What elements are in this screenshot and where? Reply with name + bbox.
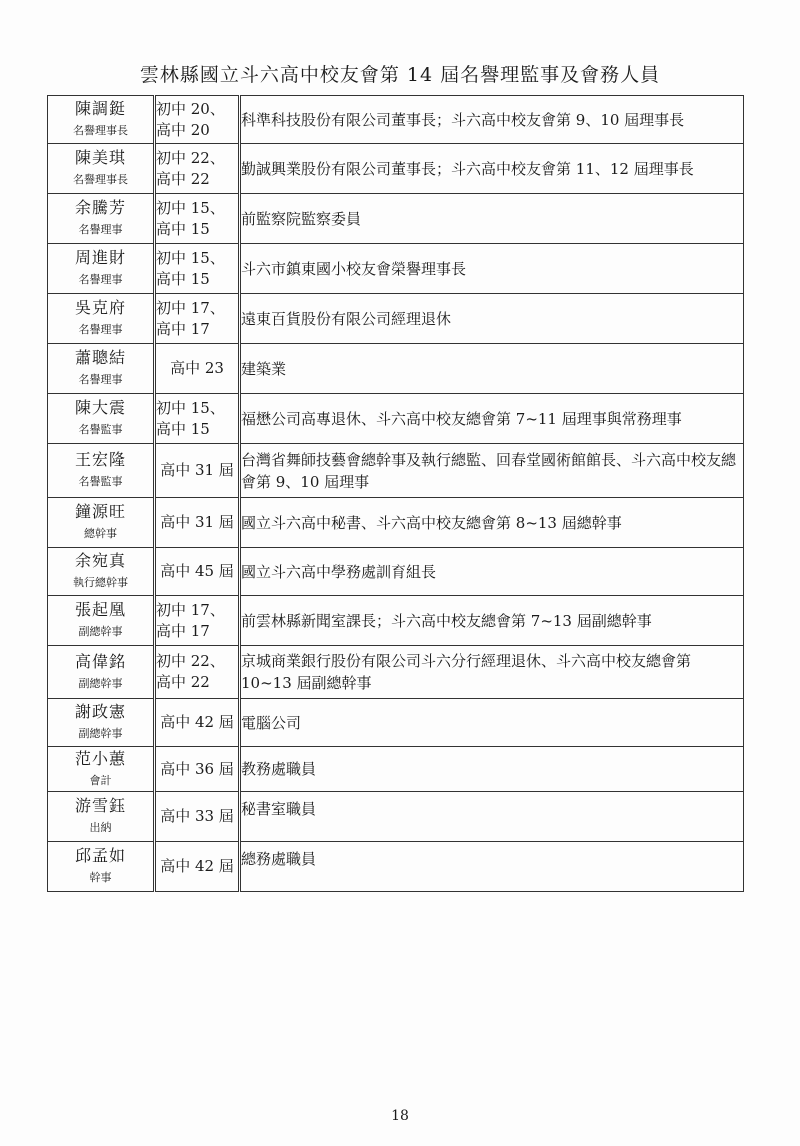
table-row (48, 842, 744, 892)
member-class: 高中 45 屆 (155, 548, 240, 596)
member-cell (48, 498, 155, 548)
member-role: 執行總幹事 (73, 576, 128, 589)
member-class: 初中 22、 高中 22 (155, 646, 240, 699)
member-cell (48, 792, 155, 842)
member-cell (48, 394, 155, 444)
member-cell (48, 244, 155, 294)
member-class: 高中 31 屆 (155, 444, 240, 498)
member-name: 陳調鋌 (74, 99, 126, 118)
table-row (48, 294, 744, 344)
member-description: 國立斗六高中秘書、斗六高中校友總會第 8~13 屆總幹事 (240, 498, 744, 548)
member-class: 高中 36 屆 (155, 747, 240, 792)
member-name: 范小蕙 (74, 748, 126, 768)
member-description: 前雲林縣新聞室課長；斗六高中校友總會第 7~13 屆副總幹事 (240, 596, 744, 646)
page-number: 18 (391, 1108, 409, 1124)
table-row (48, 144, 744, 194)
member-description: 電腦公司 (240, 699, 744, 747)
member-role: 總幹事 (84, 527, 117, 540)
member-name: 蕭聰結 (74, 348, 126, 367)
member-role: 副總幹事 (78, 727, 123, 740)
table-row (48, 194, 744, 244)
member-role: 出納 (89, 821, 112, 834)
member-class: 初中 17、 高中 17 (155, 596, 240, 646)
member-name: 邱孟如 (74, 846, 126, 865)
member-cell (48, 699, 155, 747)
member-description: 福懋公司高專退休、斗六高中校友總會第 7~11 屆理事與常務理事 (240, 394, 744, 444)
table-row (48, 699, 744, 747)
member-name: 余騰芳 (74, 198, 126, 217)
member-cell (48, 548, 155, 596)
table-row (48, 548, 744, 596)
table-row (48, 96, 744, 144)
roster-table (47, 95, 744, 892)
member-role: 副總幹事 (78, 625, 123, 638)
member-description: 京城商業銀行股份有限公司斗六分行經理退休、斗六高中校友總會第 10~13 屆副總幹事 (240, 646, 744, 699)
member-description: 科準科技股份有限公司董事長；斗六高中校友會第 9、10 屆理事長 (240, 96, 744, 144)
member-class: 初中 17、 高中 17 (155, 294, 240, 344)
member-description: 秘書室職員 (240, 792, 744, 842)
member-name: 謝政憲 (74, 702, 126, 721)
member-role: 名譽監事 (78, 475, 123, 488)
member-description: 建築業 (240, 344, 744, 394)
member-class: 高中 33 屆 (155, 792, 240, 842)
member-description: 勤誠興業股份有限公司董事長；斗六高中校友會第 11、12 屆理事長 (240, 144, 744, 194)
member-cell (48, 596, 155, 646)
member-description: 前監察院監察委員 (240, 194, 744, 244)
member-cell (48, 646, 155, 699)
member-class: 高中 42 屆 (155, 699, 240, 747)
member-description: 遠東百貨股份有限公司經理退休 (240, 294, 744, 344)
member-cell (48, 842, 155, 892)
member-role: 名譽理事 (78, 273, 123, 286)
member-name: 高偉銘 (74, 651, 126, 671)
member-role: 名譽理事長 (73, 124, 128, 137)
member-description: 國立斗六高中學務處訓育組長 (240, 548, 744, 596)
member-name: 王宏隆 (74, 450, 126, 469)
table-row (48, 394, 744, 444)
member-name: 余宛真 (74, 551, 126, 570)
member-name: 鐘源旺 (74, 502, 126, 521)
member-name: 吳克府 (74, 298, 126, 317)
member-class: 高中 31 屆 (155, 498, 240, 548)
member-cell (48, 294, 155, 344)
table-row (48, 498, 744, 548)
member-cell (48, 344, 155, 394)
member-cell (48, 444, 155, 498)
member-name: 陳大震 (74, 398, 126, 417)
member-name: 周進財 (74, 248, 126, 267)
member-role: 名譽監事 (78, 423, 123, 436)
member-description: 教務處職員 (240, 747, 744, 792)
table-row (48, 747, 744, 792)
member-role: 幹事 (89, 871, 112, 884)
member-role: 名譽理事 (78, 373, 123, 386)
member-name: 張起凰 (74, 600, 126, 619)
member-role: 副總幹事 (78, 676, 123, 690)
table-row (48, 244, 744, 294)
member-class: 初中 20、 高中 20 (155, 96, 240, 144)
member-description: 斗六市鎮東國小校友會榮譽理事長 (240, 244, 744, 294)
table-row (48, 646, 744, 699)
table-row (48, 444, 744, 498)
member-cell (48, 747, 155, 792)
member-description: 總務處職員 (240, 842, 744, 892)
member-role: 名譽理事 (78, 323, 123, 336)
member-role: 會計 (89, 773, 112, 787)
member-class: 高中 23 (155, 344, 240, 394)
page-title: 雲林縣國立斗六高中校友會第 14 屆名譽理監事及會務人員 (139, 64, 661, 86)
member-cell (48, 96, 155, 144)
member-class: 初中 15、 高中 15 (155, 394, 240, 444)
table-row (48, 596, 744, 646)
member-cell (48, 194, 155, 244)
member-description: 台灣省舞師技藝會總幹事及執行總監、回春堂國術館館長、斗六高中校友總會第 9、10 屆理事 (240, 444, 744, 498)
table-row (48, 792, 744, 842)
member-role: 名譽理事長 (73, 173, 128, 186)
member-class: 初中 15、 高中 15 (155, 194, 240, 244)
table-row (48, 344, 744, 394)
member-name: 游雪鈺 (74, 796, 126, 815)
member-name: 陳美琪 (74, 148, 126, 167)
member-class: 高中 42 屆 (155, 842, 240, 892)
member-role: 名譽理事 (78, 223, 123, 236)
member-cell (48, 144, 155, 194)
member-class: 初中 22、 高中 22 (155, 144, 240, 194)
member-class: 初中 15、 高中 15 (155, 244, 240, 294)
